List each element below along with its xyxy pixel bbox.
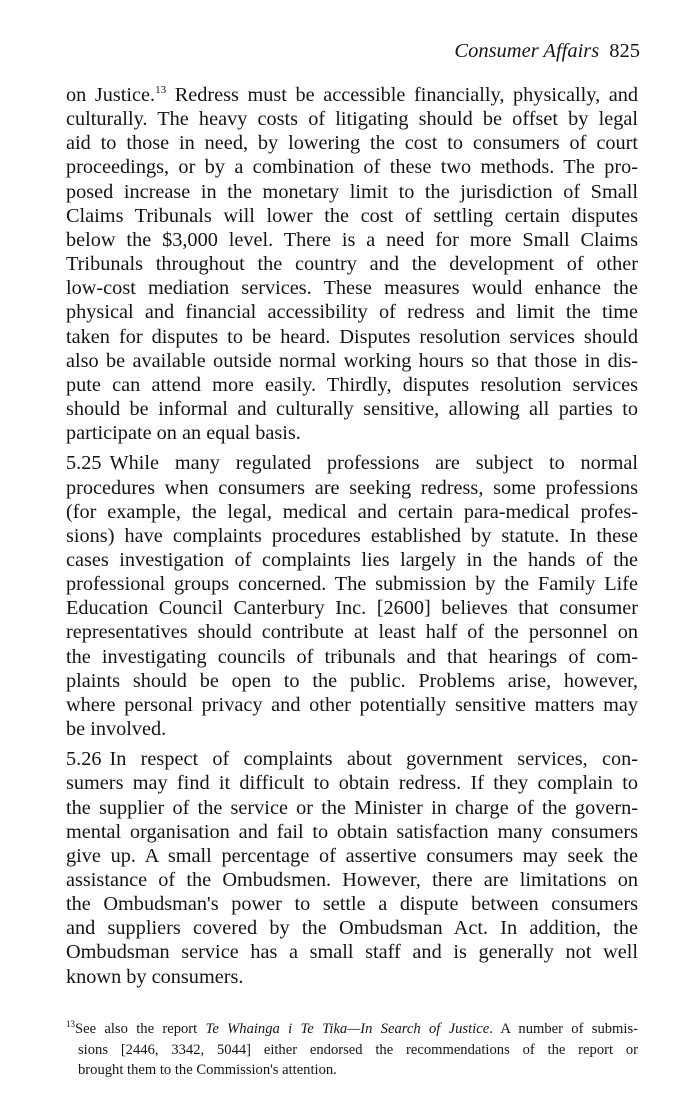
- text-line: also be available outside normal working hours so that those in dis-: [66, 349, 638, 372]
- paragraph-number: 5.25: [66, 452, 102, 475]
- text-line: the supplier of the service or the Minister in charge of the govern-: [66, 796, 638, 819]
- running-head-section: Consumer Affairs: [454, 40, 600, 62]
- text-line: be involved.: [66, 718, 167, 741]
- text-line: pute can attend more easily. Thirdly, disputes resolution services: [66, 373, 638, 396]
- text-line: plaints should be open to the public. Problems arise, however,: [66, 669, 638, 692]
- text-line: [66, 747, 638, 771]
- text-line: [66, 83, 638, 107]
- footnote-line: [66, 1019, 638, 1040]
- text-line: procedures when consumers are seeking redress, some professions: [66, 476, 638, 499]
- text-line: known by consumers.: [66, 965, 244, 988]
- text-line: posed increase in the monetary limit to the jurisdiction of Small: [66, 180, 638, 203]
- text-line: participate on an equal basis.: [66, 422, 301, 445]
- text-line: culturally. The heavy costs of litigating should be offset by legal: [66, 108, 638, 131]
- footnote-line: sions [2446, 3342, 5044] either endorsed the recommendations of the report or: [78, 1041, 638, 1058]
- text-line: taken for disputes to be heard. Disputes resolution services should: [66, 325, 638, 348]
- text-fragment: While many regulated professions are subject to normal: [109, 452, 638, 475]
- text-line: physical and financial accessibility of redress and limit the time: [66, 301, 638, 324]
- report-title: Te Whainga i Te Tika—In Search of Justice: [205, 1021, 490, 1037]
- text-line: sions) have complaints procedures established by statute. In these: [66, 524, 638, 547]
- text-line: Tribunals throughout the country and the development of other: [66, 253, 638, 276]
- footnote: [66, 1019, 638, 1081]
- footnote-text: . A number of submis-: [489, 1021, 639, 1037]
- text-line: give up. A small percentage of assertive consumers may seek the: [66, 844, 638, 867]
- text-line: the investigating councils of tribunals and that hearings of com-: [66, 645, 638, 668]
- text-line: proceedings, or by a combination of these two methods. The pro-: [66, 156, 638, 179]
- text-line: professional groups concerned. The submission by the Family Life: [66, 573, 638, 596]
- text-line: representatives should contribute at least half of the personnel on: [66, 621, 638, 644]
- text-line: Claims Tribunals will lower the cost of settling certain disputes: [66, 204, 638, 227]
- paragraph-5-26: [66, 747, 638, 989]
- running-head: [454, 38, 640, 64]
- text-line: where personal privacy and other potentially sensitive matters may: [66, 693, 638, 716]
- text-line: sumers may find it difficult to obtain redress. If they complain to: [66, 772, 638, 795]
- text-line: Education Council Canterbury Inc. [2600] believes that consumer: [66, 597, 638, 620]
- text-line: should be informal and culturally sensitive, allowing all parties to: [66, 398, 638, 421]
- text-line: the Ombudsman's power to settle a dispute between consumers: [66, 893, 638, 916]
- text-line: (for example, the legal, medical and certain para-medical profes-: [66, 500, 638, 523]
- text-line: assistance of the Ombudsmen. However, there are limitations on: [66, 869, 638, 891]
- paragraph-5-25: [66, 451, 638, 741]
- text-line: mental organisation and fail to obtain satisfaction many consumers: [66, 820, 638, 843]
- text-line: [66, 451, 638, 475]
- footnote-line: brought them to the Commission's attention.: [78, 1062, 337, 1078]
- body-text: [66, 83, 638, 995]
- text-line: cases investigation of complaints lies largely in the hands of the: [66, 548, 638, 571]
- text-line: and suppliers covered by the Ombudsman Act. In addition, the: [66, 917, 638, 940]
- footnote-text: See also the report: [75, 1021, 206, 1037]
- text-fragment: In respect of complaints about government services, con-: [109, 748, 638, 771]
- text-line: Ombudsman service has a small staff and is generally not well: [66, 941, 638, 964]
- page-number: 825: [609, 40, 640, 62]
- text-line: low-cost mediation services. These measures would enhance the: [66, 277, 638, 300]
- text-line: aid to those in need, by lowering the cost to consumers of court: [66, 132, 638, 155]
- footnote-ref: 13: [155, 84, 167, 96]
- footnote-marker: 13: [66, 1019, 75, 1029]
- paragraph-continuation: [66, 83, 638, 445]
- text-fragment: on Justice.: [66, 84, 156, 106]
- paragraph-number: 5.26: [66, 748, 102, 771]
- text-fragment: Redress must be accessible financially, physically, and: [166, 84, 638, 106]
- text-line: below the $3,000 level. There is a need for more Small Claims: [66, 228, 638, 251]
